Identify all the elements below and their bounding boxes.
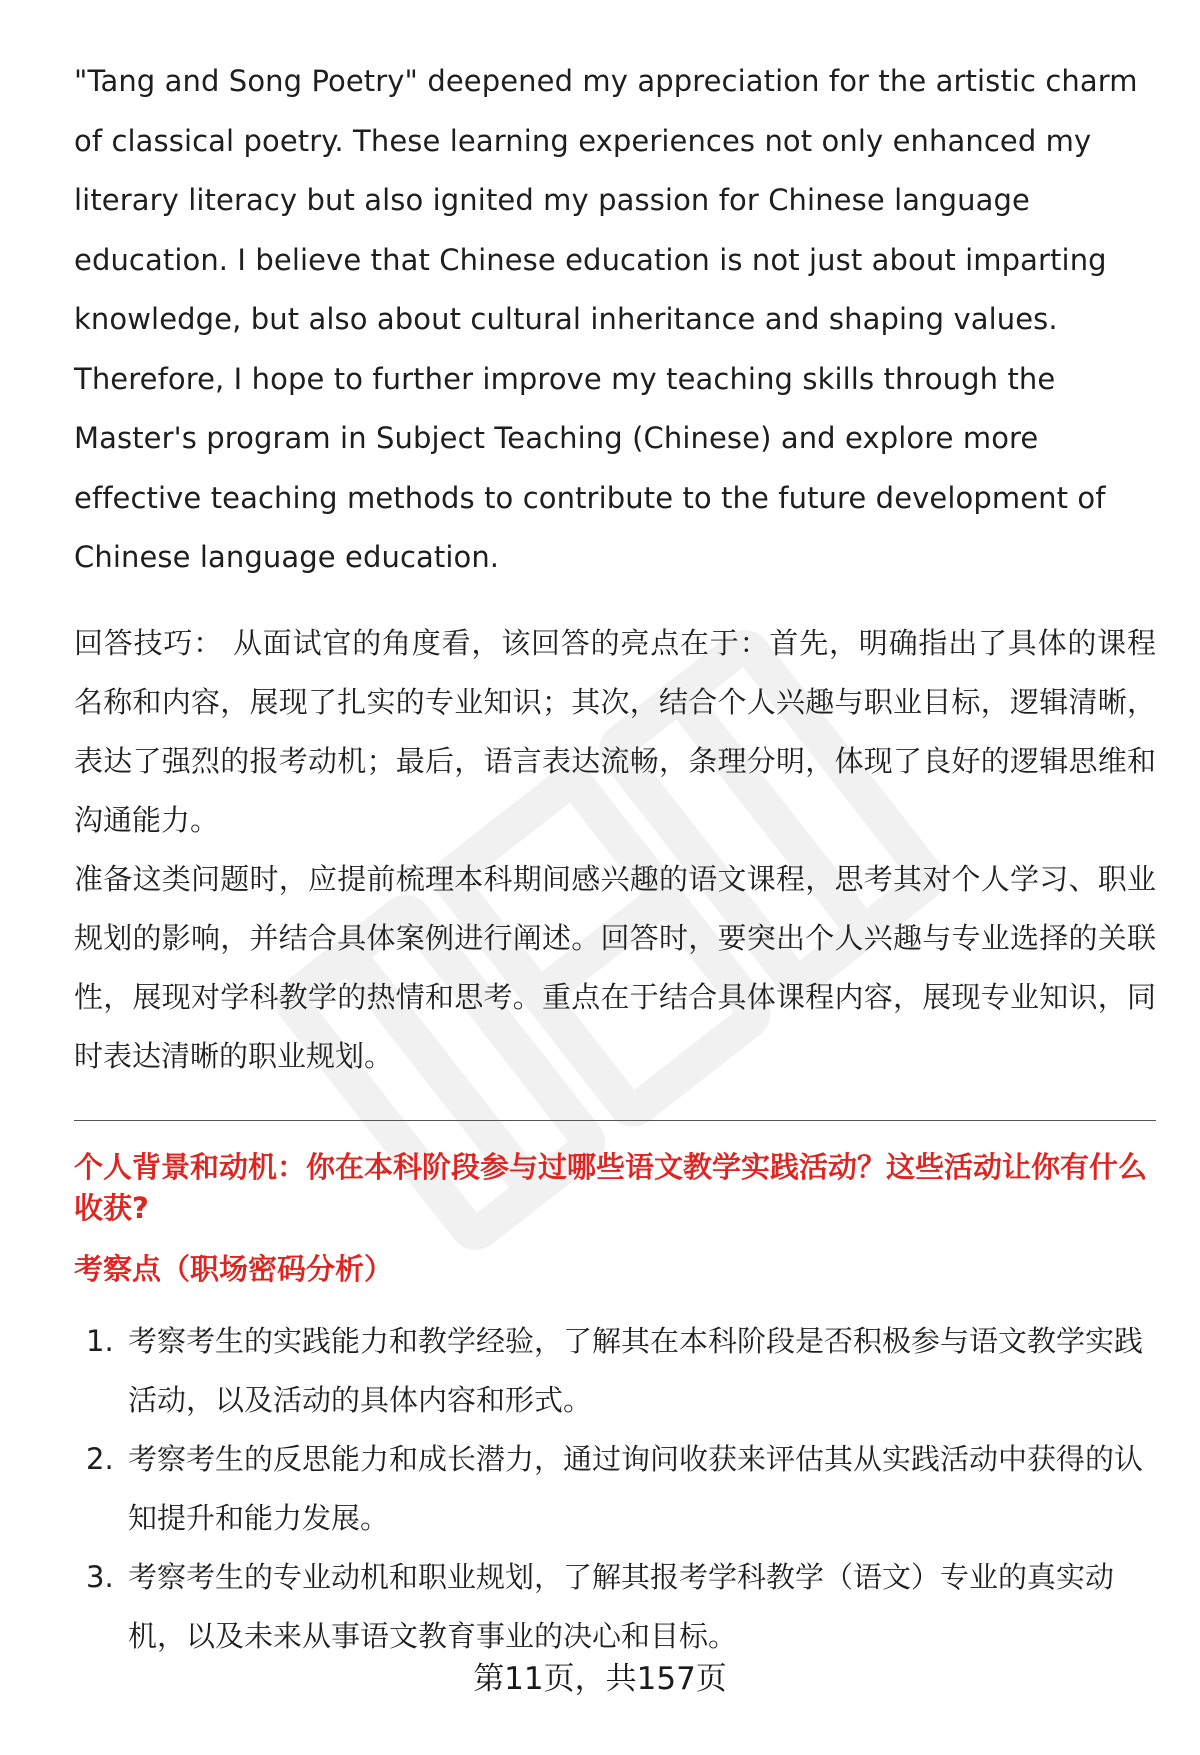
answer-tips [74, 614, 1156, 1086]
list-item [74, 1312, 1156, 1430]
tips-paragraph-2: 准备这类问题时，应提前梳理本科期间感兴趣的语文课程，思考其对个人学习、职业规划的影响，并结合具体案例进行阐述。回答时，要突出个人兴趣与专业选择的关联性，展现对学科教学的热情和思考。重点在于结合具体课程内容，展现专业知识，同时表达清晰的职业规划。 [74, 861, 1156, 1073]
list-item-text: 考察考生的专业动机和职业规划，了解其报考学科教学（语文）专业的真实动机，以及未来从事语文教育事业的决心和目标。 [128, 1559, 1115, 1653]
assessment-points-list [74, 1312, 1156, 1666]
document-body [74, 52, 1156, 1666]
list-item-number: 1. [86, 1323, 114, 1358]
page-number-footer: 第11页，共157页 [473, 1661, 727, 1697]
tips-paragraph-1: 回答技巧： 从面试官的角度看，该回答的亮点在于：首先，明确指出了具体的课程名称和内容，展现了扎实的专业知识；其次，结合个人兴趣与职业目标，逻辑清晰，表达了强烈的报考动机；最后，语言表达流畅，条理分明，体现了良好的逻辑思维和沟通能力。 [74, 625, 1156, 837]
list-item [74, 1430, 1156, 1548]
list-item-number: 3. [86, 1559, 114, 1594]
list-item-number: 2. [86, 1441, 114, 1476]
list-item [74, 1548, 1156, 1666]
question-heading: 个人背景和动机：你在本科阶段参与过哪些语文教学实践活动？这些活动让你有什么收获? [74, 1149, 1148, 1225]
assessment-points-heading: 考察点（职场密码分析） [74, 1251, 394, 1286]
english-answer-paragraph: "Tang and Song Poetry" deepened my appreciation for the artistic charm of classical poetry. These learning experiences not only enhanced my literary literacy but also ignited my passion for Chinese language education. I believe that Chinese education is not just about imparting knowledge, but also about cultural inheritance and shaping values. Therefore, I hope to further improve my teaching skills through the Master's program in Subject Teaching (Chinese) and explore more effective teaching methods to contribute to the future development of Chinese language education. [74, 64, 1138, 574]
list-item-text: 考察考生的实践能力和教学经验，了解其在本科阶段是否积极参与语文教学实践活动，以及活动的具体内容和形式。 [128, 1323, 1144, 1417]
section-divider [74, 1120, 1156, 1121]
list-item-text: 考察考生的反思能力和成长潜力，通过询问收获来评估其从实践活动中获得的认知提升和能力发展。 [128, 1441, 1144, 1535]
